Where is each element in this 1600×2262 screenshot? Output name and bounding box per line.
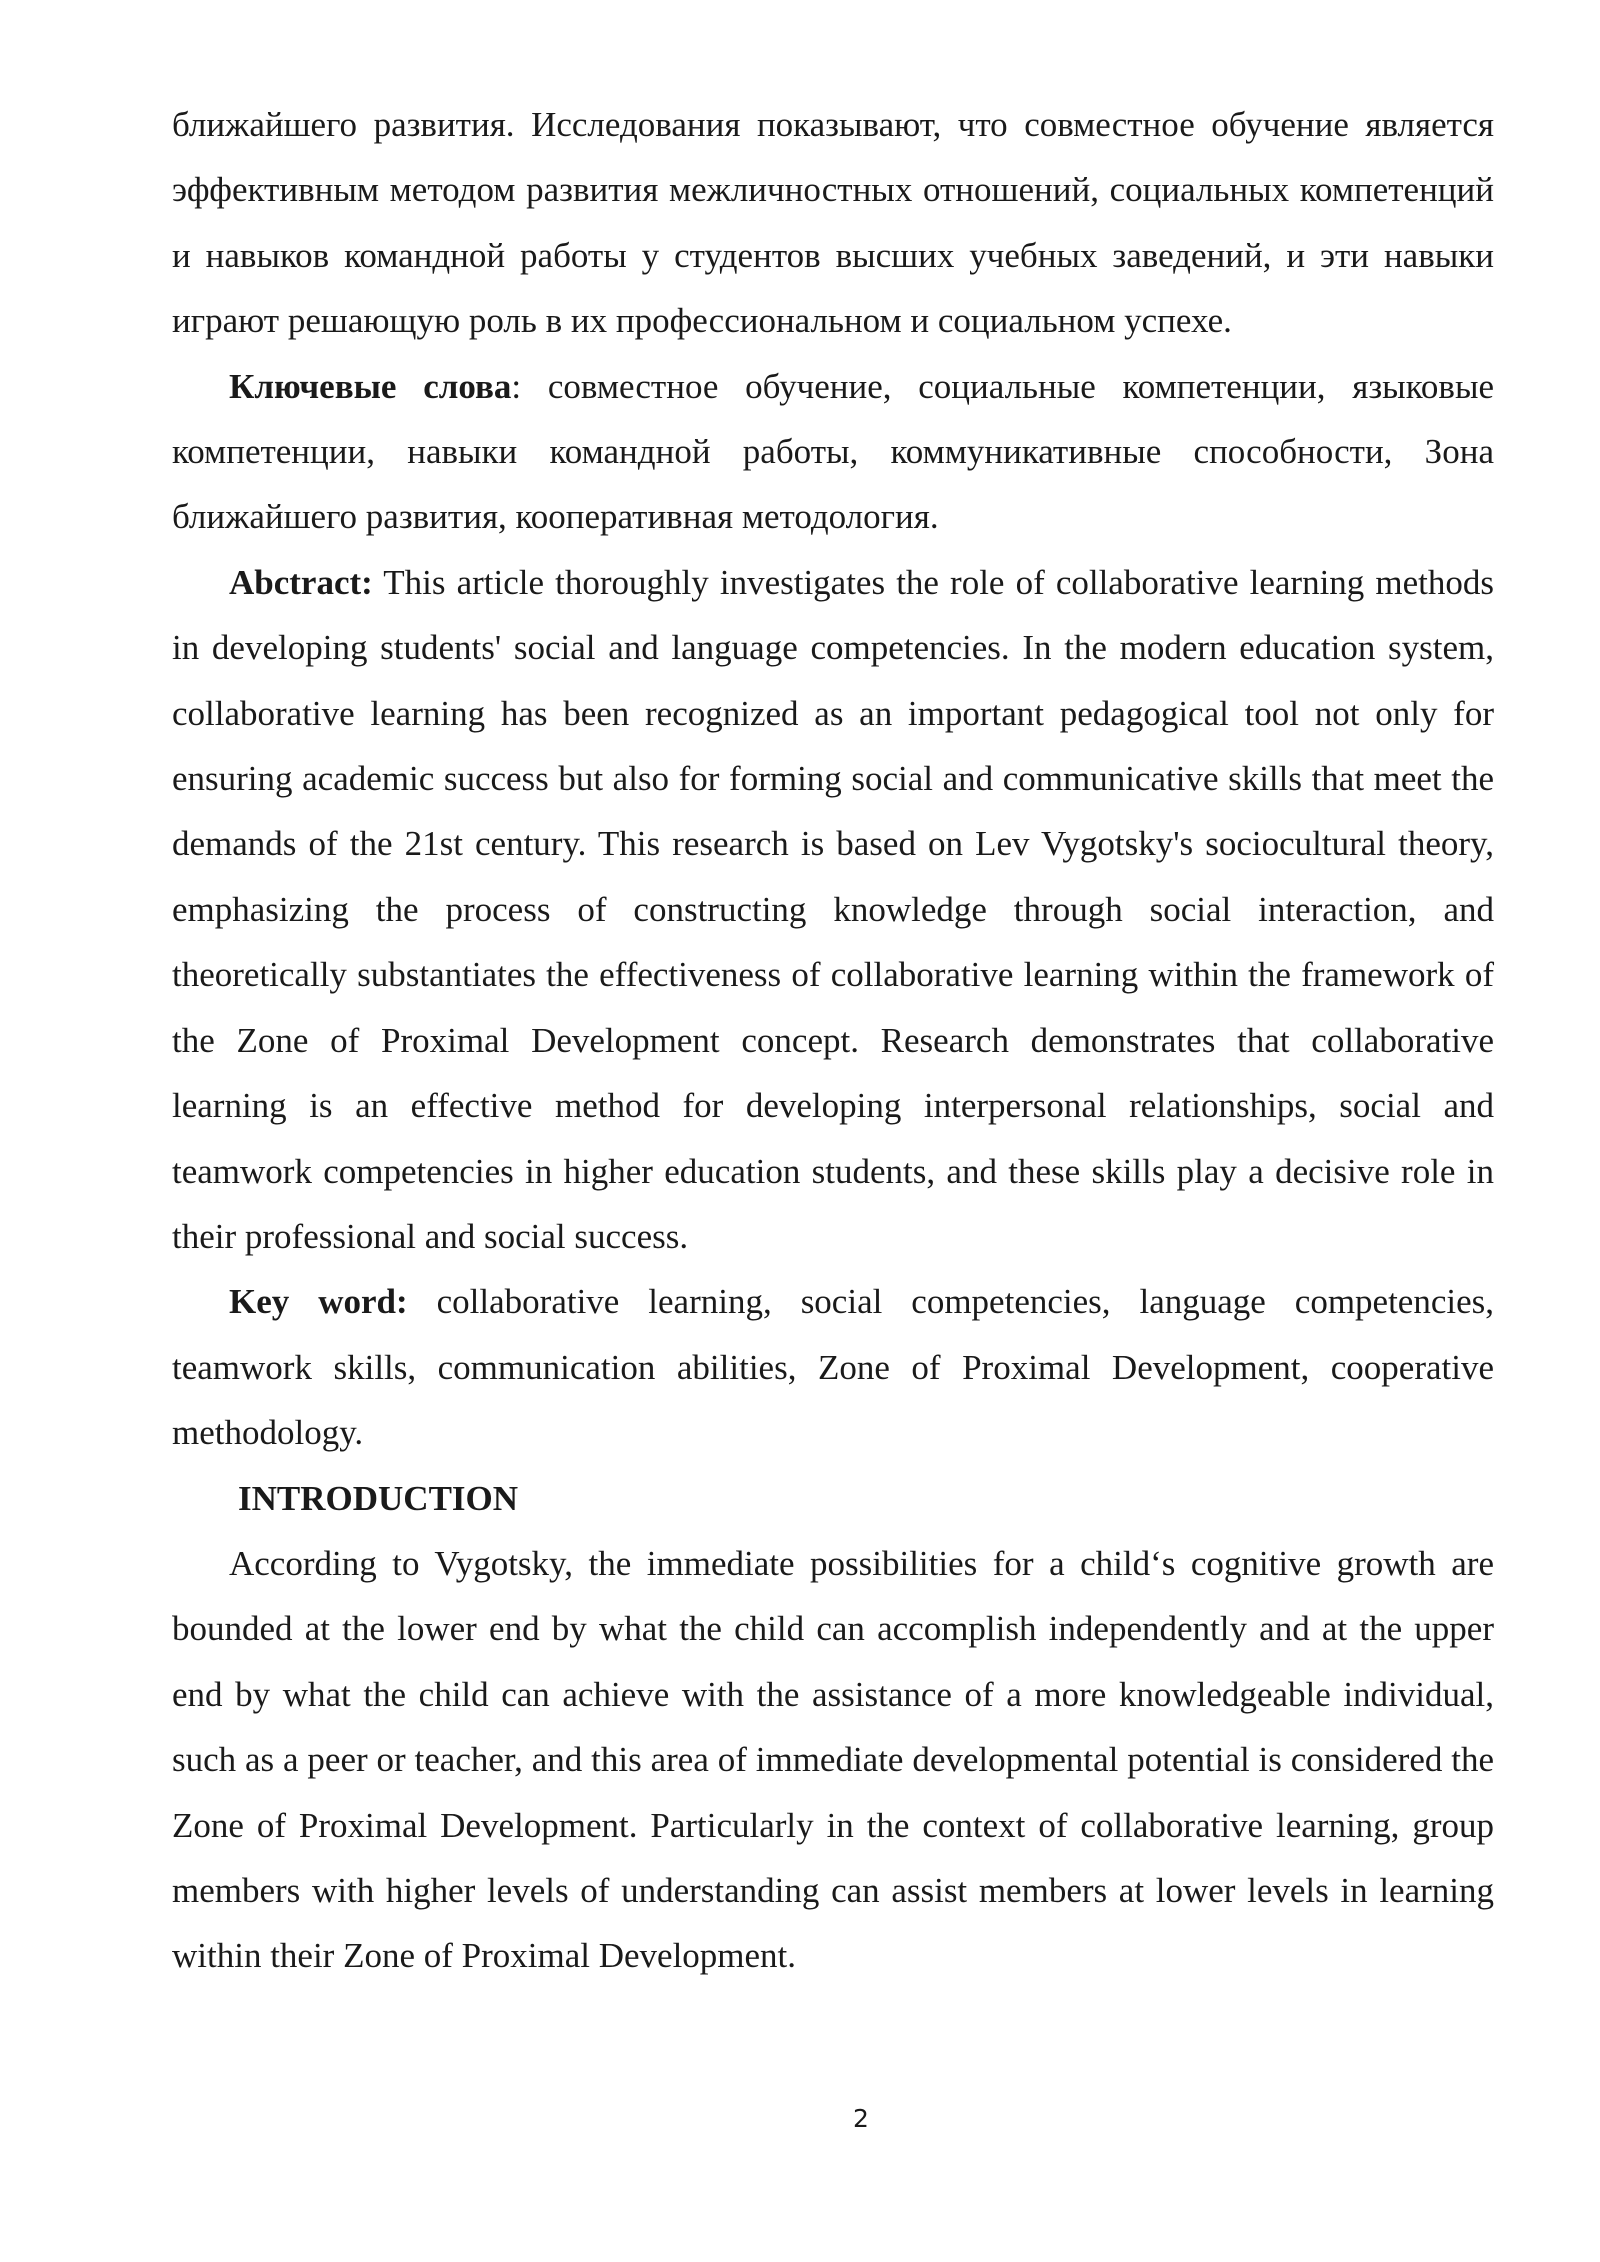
abstract-text: This article thoroughly investigates the role of collaborative learning methods in developing students' social and language competencies. In the modern education system, collaborative learning has been recognized as an important pedagogical tool not only for ensuring academic success but also for forming social and communicative skills that meet the demands of the 21st century. This research is based on Lev Vygotsky's sociocultural theory, emphasizing the process of constructing knowledge through social interaction, and theoretically substantiates the effectiveness of collaborative learning within the framework of the Zone of Proximal Development concept. Research demonstrates that collaborative learning is an effective method for developing interpersonal relationships, social and teamwork competencies in higher education students, and these skills play a decisive role in their professional and social success.	[172, 562, 1494, 1256]
russian-keywords-label: Ключевые слова	[229, 366, 512, 406]
russian-abstract-ending: ближайшего развития. Исследования показывают, что совместное обучение является эффективным методом развития межличностных отношений, социальных компетенций и навыков командной работы у студентов высших учебных заведений, и эти навыки играют решающую роль в их профессиональном и социальном успехе.	[172, 105, 1494, 341]
document-body	[172, 92, 1494, 1989]
abstract-label: Abctract:	[229, 562, 373, 602]
introduction-heading: INTRODUCTION	[238, 1478, 519, 1518]
russian-keywords-text: : совместное обучение, социальные компетенции, языковые компетенции, навыки командной работы, коммуникативные способности, Зона ближайшего развития, кооперативная методология.	[172, 366, 1494, 537]
page-number: 2	[853, 2104, 869, 2133]
russian-keywords-paragraph	[172, 354, 1494, 550]
introduction-paragraph: According to Vygotsky, the immediate possibilities for a child‘s cognitive growth are bounded at the lower end by what the child can accomplish independently and at the upper end by what the child can achieve with the assistance of a more knowledgeable individual, such as a peer or teacher, and this area of immediate developmental potential is considered the Zone of Proximal Development. Particularly in the context of collaborative learning, group members with higher levels of understanding can assist members at lower levels in learning within their Zone of Proximal Development.	[172, 1543, 1494, 1976]
keywords-text: collaborative learning, social competencies, language competencies, teamwork skills, communication abilities, Zone of Proximal Development, cooperative methodology.	[172, 1282, 1494, 1453]
abstract-paragraph	[172, 550, 1494, 1269]
keywords-label: Key word:	[229, 1282, 408, 1322]
keywords-paragraph	[172, 1269, 1494, 1465]
